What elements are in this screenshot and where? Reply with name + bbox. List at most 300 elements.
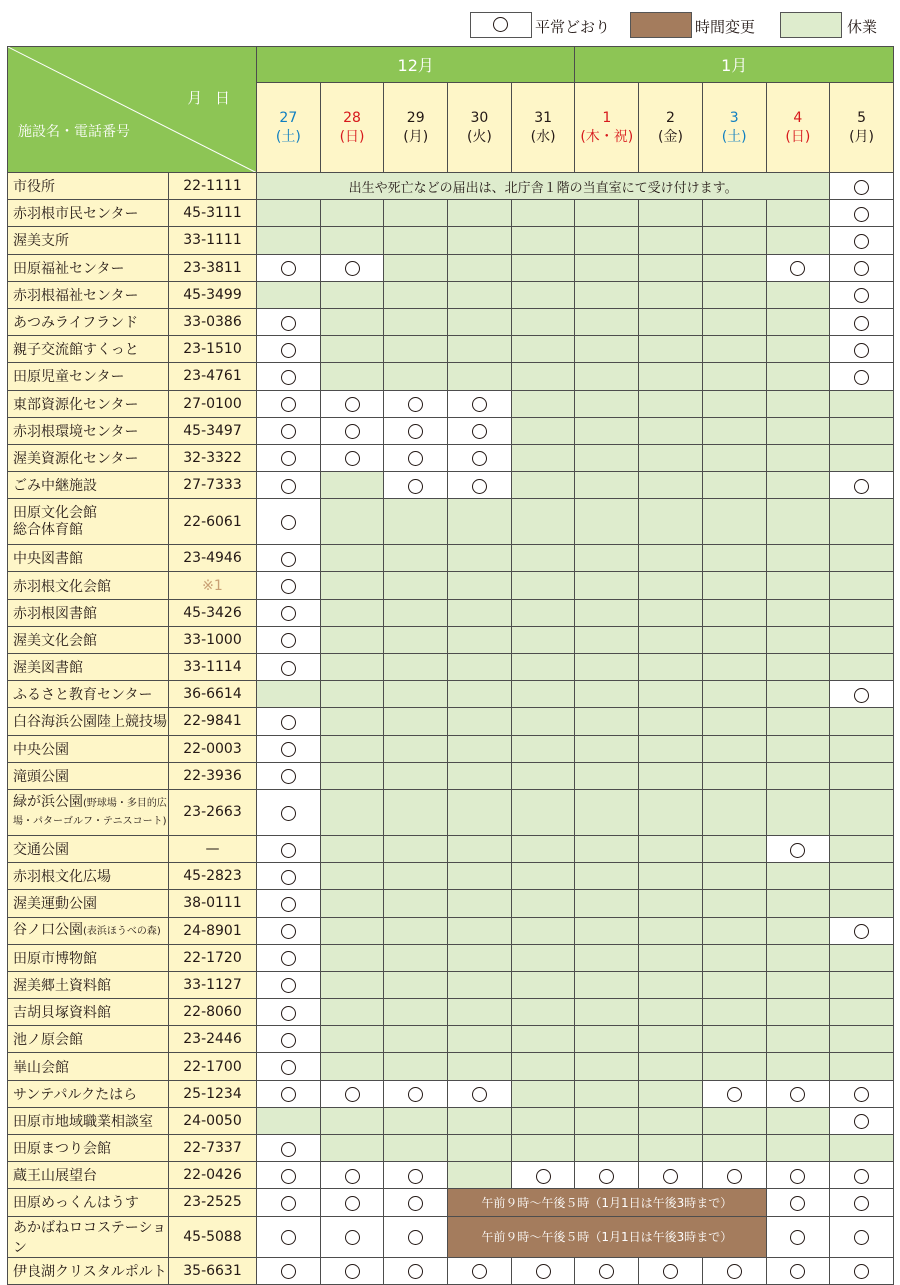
phone-number: 22-6061 — [169, 499, 257, 545]
closed-cell — [702, 971, 766, 998]
facility-name — [8, 708, 169, 735]
open-cell — [830, 1107, 894, 1134]
closed-cell — [384, 599, 448, 626]
closed-cell — [320, 971, 384, 998]
circle-icon — [790, 843, 805, 858]
facility-name-text: 渥美資源化センター — [13, 450, 139, 467]
closed-cell — [830, 599, 894, 626]
closed-cell — [384, 227, 448, 254]
open-cell — [257, 1080, 321, 1107]
closed-cell — [511, 1135, 575, 1162]
circle-icon — [790, 261, 805, 276]
closed-cell — [575, 363, 639, 390]
closed-cell — [511, 944, 575, 971]
circle-icon — [281, 897, 296, 912]
facility-name — [8, 472, 169, 499]
closed-cell — [320, 944, 384, 971]
closed-cell — [830, 944, 894, 971]
closed-cell — [320, 735, 384, 762]
closed-cell — [511, 999, 575, 1026]
facility-name-text: ごみ中継施設 — [13, 478, 97, 495]
closed-cell — [511, 363, 575, 390]
open-cell — [257, 971, 321, 998]
circle-icon — [663, 1169, 678, 1184]
open-cell — [830, 200, 894, 227]
open-cell — [257, 390, 321, 417]
closed-cell — [639, 654, 703, 681]
open-cell — [257, 444, 321, 471]
closed-cell — [702, 499, 766, 545]
open-cell — [511, 1162, 575, 1189]
open-cell — [766, 1216, 830, 1257]
phone-number: 33-1114 — [169, 654, 257, 681]
closed-cell — [320, 917, 384, 944]
open-cell — [830, 227, 894, 254]
closed-cell — [448, 499, 512, 545]
circle-icon — [345, 451, 360, 466]
phone-number: 24-8901 — [169, 917, 257, 944]
open-cell — [448, 1257, 512, 1284]
closed-cell — [702, 281, 766, 308]
closed-cell — [511, 336, 575, 363]
phone-number: 22-1700 — [169, 1053, 257, 1080]
closed-cell — [766, 708, 830, 735]
circle-icon — [281, 978, 296, 993]
closed-cell — [511, 599, 575, 626]
closed-cell — [448, 944, 512, 971]
closed-cell — [575, 890, 639, 917]
closed-cell — [384, 890, 448, 917]
table-row — [8, 735, 894, 762]
closed-cell — [702, 944, 766, 971]
closed-cell — [766, 444, 830, 471]
closed-cell — [639, 1080, 703, 1107]
phone-number: 33-1000 — [169, 626, 257, 653]
day-number: 1 — [602, 109, 612, 126]
facility-name-text: 渥美支所 — [13, 233, 69, 250]
open-cell — [257, 1135, 321, 1162]
closed-cell — [702, 363, 766, 390]
circle-icon — [281, 1087, 296, 1102]
diagonal-line — [8, 47, 257, 173]
closed-cell — [830, 762, 894, 789]
facility-name — [8, 890, 169, 917]
closed-cell — [639, 1107, 703, 1134]
closed-cell — [830, 890, 894, 917]
circle-icon — [408, 451, 423, 466]
closed-cell — [702, 545, 766, 572]
closed-cell — [320, 890, 384, 917]
circle-icon — [281, 1033, 296, 1048]
open-cell — [575, 1162, 639, 1189]
phone-number: 35-6631 — [169, 1257, 257, 1284]
facility-name-text: 親子交流館すくっと — [13, 342, 139, 359]
open-cell — [639, 1257, 703, 1284]
open-cell — [320, 390, 384, 417]
closed-cell — [830, 835, 894, 862]
closed-cell — [702, 863, 766, 890]
closed-cell — [320, 654, 384, 681]
closed-cell — [702, 654, 766, 681]
open-cell — [830, 472, 894, 499]
facility-name-text: 中央公園 — [13, 741, 69, 758]
open-cell — [830, 173, 894, 200]
phone-number: 23-2525 — [169, 1189, 257, 1216]
circle-icon — [281, 870, 296, 885]
closed-cell — [320, 308, 384, 335]
closed-cell — [448, 308, 512, 335]
table-row — [8, 363, 894, 390]
day-number: 31 — [534, 109, 553, 126]
facility-name-text: ふるさと教育センター — [13, 687, 153, 704]
closed-cell — [639, 390, 703, 417]
table-row — [8, 173, 894, 200]
closed-cell — [766, 200, 830, 227]
facility-name — [8, 599, 169, 626]
open-cell — [766, 835, 830, 862]
closed-cell — [830, 735, 894, 762]
closed-cell — [448, 363, 512, 390]
closed-cell — [639, 227, 703, 254]
open-cell — [384, 1216, 448, 1257]
day-header — [320, 83, 384, 173]
open-cell — [384, 417, 448, 444]
open-cell — [830, 1080, 894, 1107]
closed-cell — [575, 254, 639, 281]
closed-cell — [639, 735, 703, 762]
circle-icon — [408, 1264, 423, 1279]
day-of-week: (日) — [785, 128, 811, 145]
day-of-week: (日) — [339, 128, 365, 145]
closed-cell — [511, 890, 575, 917]
open-cell — [575, 1257, 639, 1284]
phone-number: 33-1111 — [169, 227, 257, 254]
closed-cell — [575, 200, 639, 227]
open-cell — [320, 444, 384, 471]
table-row — [8, 654, 894, 681]
closed-cell — [320, 336, 384, 363]
circle-icon — [281, 579, 296, 594]
circle-icon — [493, 17, 508, 32]
table-row — [8, 1216, 894, 1257]
open-cell — [257, 336, 321, 363]
closed-cell — [448, 599, 512, 626]
open-cell — [766, 1189, 830, 1216]
closed-cell — [639, 1053, 703, 1080]
circle-icon — [281, 843, 296, 858]
closed-cell — [575, 762, 639, 789]
closed-cell — [320, 1053, 384, 1080]
facility-name — [8, 681, 169, 708]
closed-cell — [384, 835, 448, 862]
circle-icon — [854, 261, 869, 276]
closed-cell — [575, 735, 639, 762]
circle-icon — [345, 1169, 360, 1184]
closed-cell — [575, 308, 639, 335]
circle-icon — [472, 451, 487, 466]
circle-icon — [536, 1169, 551, 1184]
open-cell — [257, 890, 321, 917]
phone-number: 45-3499 — [169, 281, 257, 308]
closed-cell — [575, 708, 639, 735]
facility-name — [8, 654, 169, 681]
table-row — [8, 572, 894, 599]
facility-name — [8, 762, 169, 789]
open-cell — [448, 444, 512, 471]
closed-cell — [511, 1026, 575, 1053]
facility-name — [8, 390, 169, 417]
facility-name — [8, 1026, 169, 1053]
open-cell — [257, 762, 321, 789]
facility-name-text: 渥美郷土資料館 — [13, 977, 111, 994]
day-of-week: (月) — [403, 128, 429, 145]
closed-cell — [639, 890, 703, 917]
phone-number: 22-9841 — [169, 708, 257, 735]
table-row — [8, 308, 894, 335]
closed-cell — [511, 545, 575, 572]
facility-name — [8, 944, 169, 971]
facility-name — [8, 1162, 169, 1189]
closed-cell — [702, 708, 766, 735]
closed-cell — [448, 971, 512, 998]
closed-cell — [511, 1080, 575, 1107]
table-row — [8, 681, 894, 708]
facility-name — [8, 363, 169, 390]
closed-cell — [511, 789, 575, 835]
circle-icon — [472, 397, 487, 412]
phone-number: 22-8060 — [169, 999, 257, 1026]
closed-cell — [639, 472, 703, 499]
day-header — [575, 83, 639, 173]
day-header — [830, 83, 894, 173]
closed-cell — [766, 545, 830, 572]
circle-icon — [727, 1264, 742, 1279]
closed-cell — [639, 499, 703, 545]
closed-cell — [766, 654, 830, 681]
phone-number: 22-1720 — [169, 944, 257, 971]
circle-icon — [854, 180, 869, 195]
phone-number: 24-0050 — [169, 1107, 257, 1134]
open-cell — [384, 444, 448, 471]
table-row — [8, 1135, 894, 1162]
closed-cell — [384, 971, 448, 998]
closed-cell — [766, 1135, 830, 1162]
facility-name-text: 伊良湖クリスタルポルト — [13, 1263, 167, 1280]
open-cell — [384, 472, 448, 499]
phone-number: 45-2823 — [169, 863, 257, 890]
day-header — [448, 83, 512, 173]
table-row — [8, 200, 894, 227]
open-cell — [320, 1257, 384, 1284]
table-row — [8, 863, 894, 890]
closed-cell — [448, 281, 512, 308]
closed-cell — [384, 363, 448, 390]
closed-cell — [766, 417, 830, 444]
closed-cell — [320, 472, 384, 499]
closed-cell — [511, 654, 575, 681]
closed-cell — [511, 1107, 575, 1134]
day-of-week: (土) — [721, 128, 747, 145]
table-row — [8, 1053, 894, 1080]
circle-icon — [854, 234, 869, 249]
facility-name — [8, 1189, 169, 1216]
circle-icon — [408, 1169, 423, 1184]
open-cell — [766, 1257, 830, 1284]
phone-number: 45-3426 — [169, 599, 257, 626]
closed-cell — [448, 1162, 512, 1189]
facility-name-text: 田原市博物館 — [13, 950, 97, 967]
closed-cell — [511, 499, 575, 545]
open-cell — [320, 254, 384, 281]
circle-icon — [854, 288, 869, 303]
phone-number: 32-3322 — [169, 444, 257, 471]
closed-cell — [257, 227, 321, 254]
facility-name — [8, 308, 169, 335]
circle-icon — [854, 924, 869, 939]
open-cell — [830, 1162, 894, 1189]
legend-time-change-swatch — [630, 12, 692, 38]
closed-cell — [702, 1135, 766, 1162]
circle-icon — [281, 924, 296, 939]
closed-cell — [448, 200, 512, 227]
closed-cell — [320, 499, 384, 545]
closed-cell — [830, 626, 894, 653]
closed-cell — [384, 708, 448, 735]
day-of-week: (木・祝) — [580, 128, 634, 145]
circle-icon — [790, 1264, 805, 1279]
day-header — [257, 83, 321, 173]
table-row — [8, 227, 894, 254]
closed-cell — [639, 708, 703, 735]
phone-number: 23-4946 — [169, 545, 257, 572]
closed-cell — [320, 1026, 384, 1053]
closed-cell — [639, 599, 703, 626]
closed-cell — [702, 835, 766, 862]
circle-icon — [281, 1169, 296, 1184]
closed-cell — [575, 599, 639, 626]
day-number: 27 — [279, 109, 298, 126]
closed-cell — [320, 835, 384, 862]
circle-icon — [472, 424, 487, 439]
closed-cell — [320, 626, 384, 653]
open-cell — [257, 863, 321, 890]
closed-cell — [639, 572, 703, 599]
facility-name — [8, 572, 169, 599]
facility-name — [8, 735, 169, 762]
open-cell — [257, 1053, 321, 1080]
closed-cell — [766, 363, 830, 390]
closed-cell — [766, 390, 830, 417]
table-row — [8, 417, 894, 444]
circle-icon — [408, 424, 423, 439]
open-cell — [257, 499, 321, 545]
facility-name — [8, 835, 169, 862]
day-header — [511, 83, 575, 173]
circle-icon — [854, 688, 869, 703]
closed-cell — [511, 971, 575, 998]
open-cell — [448, 1080, 512, 1107]
open-cell — [830, 254, 894, 281]
circle-icon — [281, 451, 296, 466]
circle-icon — [472, 1264, 487, 1279]
circle-icon — [281, 1006, 296, 1021]
month-header: 1月 — [575, 47, 893, 83]
circle-icon — [345, 1087, 360, 1102]
open-cell — [257, 254, 321, 281]
closed-cell — [384, 499, 448, 545]
facility-name-text: 田原文化会館 総合体育館 — [13, 504, 97, 538]
closed-cell — [511, 254, 575, 281]
phone-number: 27-7333 — [169, 472, 257, 499]
month-header-row — [8, 47, 894, 83]
day-number: 5 — [857, 109, 867, 126]
closed-cell — [384, 917, 448, 944]
open-cell — [320, 1080, 384, 1107]
closed-cell — [575, 390, 639, 417]
header-corner — [8, 47, 257, 173]
table-row — [8, 444, 894, 471]
open-cell — [257, 999, 321, 1026]
phone-number: — — [169, 835, 257, 862]
open-cell — [257, 1162, 321, 1189]
open-cell — [257, 572, 321, 599]
circle-icon — [854, 207, 869, 222]
open-cell — [830, 281, 894, 308]
circle-icon — [854, 1230, 869, 1245]
circle-icon — [281, 806, 296, 821]
closed-cell — [448, 835, 512, 862]
facility-name-text: 赤羽根図書館 — [13, 605, 97, 622]
closed-cell — [511, 472, 575, 499]
closed-cell — [639, 363, 703, 390]
closed-cell — [575, 917, 639, 944]
closed-cell — [830, 863, 894, 890]
circle-icon — [408, 479, 423, 494]
facility-name-text: 市役所 — [13, 179, 55, 196]
circle-icon — [281, 661, 296, 676]
table-row — [8, 1162, 894, 1189]
closed-cell — [766, 999, 830, 1026]
circle-icon — [345, 1264, 360, 1279]
table-row — [8, 390, 894, 417]
closed-cell — [766, 971, 830, 998]
closed-cell — [639, 971, 703, 998]
facility-name — [8, 1216, 169, 1257]
closed-cell — [448, 863, 512, 890]
closed-cell — [384, 1053, 448, 1080]
closed-cell — [702, 626, 766, 653]
legend-normal-label: 平常どおり — [535, 18, 611, 36]
table-row — [8, 1026, 894, 1053]
open-cell — [320, 1162, 384, 1189]
open-cell — [448, 472, 512, 499]
table-row — [8, 890, 894, 917]
circle-icon — [790, 1087, 805, 1102]
open-cell — [257, 735, 321, 762]
closed-cell — [448, 917, 512, 944]
closed-cell — [830, 789, 894, 835]
facility-name-text: 赤羽根文化会館 — [13, 578, 111, 595]
closed-cell — [384, 572, 448, 599]
closed-cell — [511, 308, 575, 335]
open-cell — [320, 1216, 384, 1257]
open-cell — [320, 1189, 384, 1216]
closed-cell — [575, 444, 639, 471]
closed-cell — [257, 1107, 321, 1134]
circle-icon — [281, 479, 296, 494]
open-cell — [257, 708, 321, 735]
phone-number: 22-3936 — [169, 762, 257, 789]
